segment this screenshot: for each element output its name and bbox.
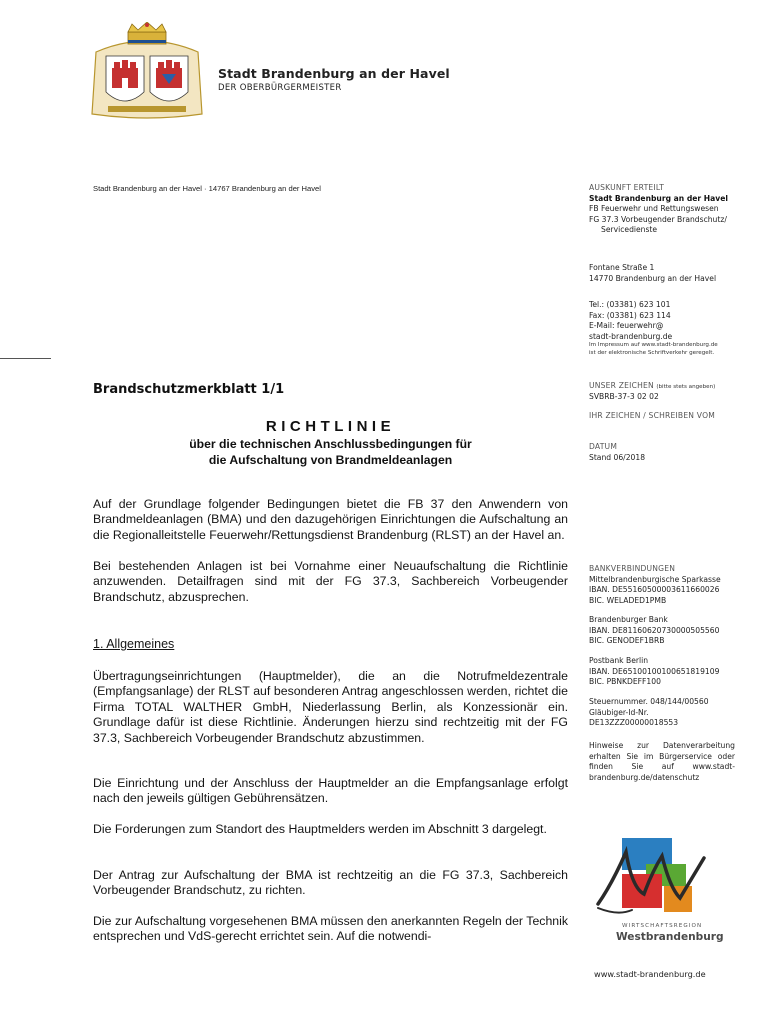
intro-paragraph-2: Bei bestehenden Anlagen ist bei Vornahme einer Neuaufschaltung die Richtlinie anzuwenden. Detailfragen sind mit der FG 37.3, Sachbereich Vorbeugender Brandschutz, abzusprechen.: [93, 559, 568, 604]
our-ref-value: SVBRB-37-3 02 02: [589, 391, 659, 401]
info-group: FG 37.3 Vorbeugender Brandschutz/: [589, 214, 727, 224]
intro-paragraph-1: Auf der Grundlage folgender Bedingungen bietet die FB 37 den Anwendern von Brandmeldeanlagen (BMA) und den dazugehörigen Einrichtungen die Aufschaltung an die Regionalleitstelle Feuerwehr/Rettungsdienst Brandenburg (RLST) an der Havel an.: [93, 497, 568, 542]
address-block: [589, 263, 739, 284]
bank2-block: [589, 615, 739, 647]
bank3-iban: IBAN. DE65100100100651819109: [589, 666, 720, 676]
our-ref-label: UNSER ZEICHEN: [589, 381, 654, 390]
subheading-line-2: die Aufschaltung von Brandmeldeanlagen: [208, 452, 453, 467]
wb-logo-name: Westbrandenburg: [616, 931, 724, 943]
email-line-1: E-Mail: feuerwehr@: [589, 321, 664, 331]
info-label: AUSKUNFT ERTEILT: [589, 183, 665, 192]
bank3-block: [589, 656, 739, 688]
privacy-line-2: erhalten Sie im Bürgerservice oder: [589, 751, 735, 761]
city: 14770 Brandenburg an der Havel: [589, 273, 717, 283]
paragraph-3: Die Forderungen zum Standort des Hauptmelders werden im Abschnitt 3 dargelegt.: [93, 822, 547, 836]
paragraph-5: Die zur Aufschaltung vorgesehenen BMA müssen den anerkannten Regeln der Technik entsprechen und VdS-gerecht errichtet sein. Auf die notwendi-: [93, 914, 568, 944]
paragraph-4: Der Antrag zur Aufschaltung der BMA ist rechtzeitig an die FG 37.3, Sachbereich Vorbeugender Brandschutz, zu richten.: [93, 868, 568, 898]
bank2-bic: BIC. GENODEF1BRB: [589, 636, 665, 646]
privacy-block: [589, 741, 735, 783]
privacy-line-4: brandenburg.de/datenschutz: [589, 772, 700, 782]
bank3-name: Postbank Berlin: [589, 656, 649, 665]
telephone: Tel.: (03381) 623 101: [589, 300, 671, 309]
bank2-name: Brandenburger Bank: [589, 615, 668, 624]
subheading-line-1: über die technischen Anschlussbedingungen für: [189, 437, 472, 451]
privacy-line-1: Hinweise zur Datenverarbeitung: [589, 741, 735, 750]
sender-address-line: Stadt Brandenburg an der Havel · 14767 Brandenburg an der Havel: [93, 184, 321, 193]
wirtschaftsregion-logo-icon: [592, 834, 742, 944]
organization-subtitle: DER OBERBÜRGERMEISTER: [218, 83, 342, 93]
date-label: DATUM: [589, 442, 618, 451]
bank3-bic: BIC. PBNKDEFF100: [589, 677, 661, 687]
bank-label: BANKVERBINDUNGEN: [589, 564, 676, 573]
document-heading: RICHTLINIE: [265, 418, 396, 435]
bank1-name: Mittelbrandenburgische Sparkasse: [589, 574, 721, 584]
tax-block: [589, 697, 739, 729]
bank1-bic: BIC. WELADED1PMB: [589, 595, 667, 605]
creditor-id: DE13ZZZ00000018553: [589, 718, 679, 728]
section-heading: 1. Allgemeines: [93, 637, 175, 651]
our-reference-block: [589, 381, 739, 402]
document-title: Brandschutzmerkblatt 1/1: [93, 382, 285, 397]
wb-logo-top-text: WIRTSCHAFTSREGION: [622, 923, 703, 929]
info-group-continued: Servicedienste: [601, 225, 658, 235]
your-ref-label: IHR ZEICHEN / SCHREIBEN VOM: [589, 411, 715, 420]
our-ref-hint: (bitte stets angeben): [656, 384, 716, 390]
contact-block: [589, 183, 739, 236]
your-reference-block: [589, 411, 739, 422]
info-department: FB Feuerwehr und Rettungswesen: [589, 204, 719, 214]
paragraph-2: Die Einrichtung und der Anschluss der Hauptmelder an die Empfangsanlage erfolgt nach den jeweils gültigen Gebührensätzen.: [93, 776, 568, 806]
date-block: [589, 442, 739, 463]
street: Fontane Straße 1: [589, 263, 655, 272]
tax-number: Steuernummer. 048/144/00560: [589, 697, 709, 706]
date-value: Stand 06/2018: [589, 452, 646, 462]
bank-block: [589, 564, 739, 606]
creditor-label: Gläubiger-Id-Nr.: [589, 707, 649, 717]
footer-url[interactable]: www.stadt-brandenburg.de: [594, 969, 706, 979]
paragraph-1: Übertragungseinrichtungen (Hauptmelder), die an die Notrufmeldezentrale (Empfangsanlage) der RLST auf besonderen Antrag angeschlossen werden, richtet die Firma TOTAL WALTHER GmbH, Niederlassung Berlin, als Konzessionär ein. Grundlage dafür ist diese Richtlinie. Änderungen hierzu sind rechtzeitig mit der FG 37.3, Sachbereich Vorbeugender Brandschutz abzustimmen.: [93, 669, 568, 745]
phone-block: [589, 300, 739, 358]
fax: Fax: (03381) 623 114: [589, 310, 671, 320]
fold-mark: [0, 358, 51, 359]
impressum-line-1: Im Impressum auf www.stadt-brandenburg.de: [589, 342, 718, 349]
email-line-2: stadt-brandenburg.de: [589, 331, 673, 341]
bank2-iban: IBAN. DE81160620730000505560: [589, 625, 720, 635]
bank1-iban: IBAN. DE55160500003611660026: [589, 585, 720, 595]
city-crest-icon: [88, 22, 206, 122]
impressum-line-2: ist der elektronische Schriftverkehr geregelt.: [589, 349, 715, 356]
info-org: Stadt Brandenburg an der Havel: [589, 193, 728, 203]
document-subheading: [93, 437, 568, 468]
privacy-line-3: finden Sie auf www.stadt-: [589, 762, 735, 772]
organization-name: Stadt Brandenburg an der Havel: [218, 66, 450, 81]
